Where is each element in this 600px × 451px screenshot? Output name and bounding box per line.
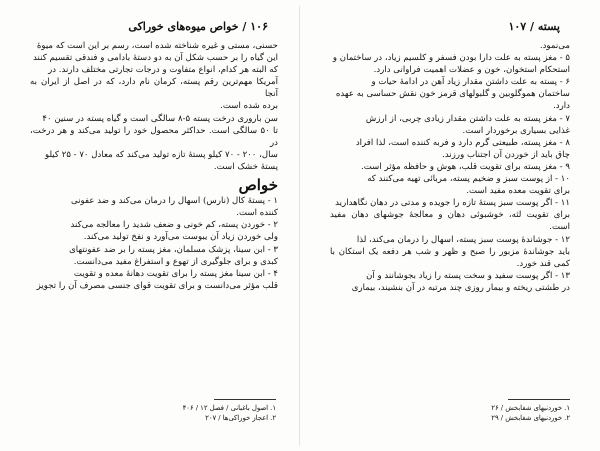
right-page-header: پسته / ۱۰۷: [508, 20, 560, 33]
paragraph-line: ۶ - پسته به علت داشتن مقدار زیاد آهن در ادامهٔ حیات و: [371, 77, 570, 88]
right-footnotes: [350, 404, 570, 423]
property-line: ۴ - ابن سینا مغز پسته را برای تقویت دهانهٔ معده و تقویت: [73, 268, 278, 279]
section-heading: خواص: [238, 176, 278, 195]
paragraph-line: پستهٔ خشک است.: [213, 161, 278, 172]
paragraph-line: که البته هر کدام، انواع متفاوت و درجات تجارتی مختلف دارند. در: [48, 65, 278, 76]
paragraph-line: ۸ - مغز پسته، طبیعتی گرم دارد و فربه کننده است، لذا افراد: [355, 137, 570, 148]
left-footnotes: [36, 404, 276, 423]
property-line: ۱ - پستهٔ کال (نارس) اسهال را درمان می‌کند و ضد عفونی: [71, 196, 278, 207]
paragraph-line: دارد.: [553, 101, 570, 112]
property-line: قلب مؤثر می‌دانست و برای تقویت قوای جنسی مصرف آن را تجویز: [36, 280, 278, 291]
paragraph-line: آمریکا مهم‌ترین رقم پسته، کرمان نام دارد، که در اصل از ایران به آنجا: [30, 77, 278, 100]
paragraph-line: استحکام استخوان، خون و عضلات اهمیت فراوانی دارد.: [373, 65, 570, 76]
footnote: ۲. اعجاز خوراکی‌ها / ۲۰۷: [205, 413, 276, 422]
paragraph-line: این گیاه را بر حسب شکل آن به دو دستهٔ بادامی و فندقی تقسیم کنند: [33, 53, 278, 64]
paragraph-line: برای تقویت معده مفید است.: [466, 186, 570, 197]
left-page-header: ۱۰۶ / خواص میوه‌های خوراکی: [128, 20, 268, 33]
footnote: ۱. اصول باغبانی / فصل ۱۲ / ۴۰۶: [182, 404, 276, 412]
paragraph-line: در طشتی ریخته و بیمار روزی چند مرتبه در آن بنشیند، بیماری: [351, 282, 570, 293]
paragraph-line: ساختمان هموگلوبین و گلبولهای قرمز خون نقش حساسی به عهده: [335, 89, 570, 100]
property-line: ۳ - ابن سینا، پزشک مسلمان، مغز پسته را بر ضد عفونتهای: [69, 244, 278, 255]
paragraph-line: حسنی، مستی و غیره شناخته شده است، رسم بر این است که میوهٔ: [36, 41, 278, 51]
right-page: [300, 0, 600, 451]
paragraph-line: ۱۱ - اگر پوست سبز پستهٔ تازه را جویده و مدتی در دهان نگاهدارید: [335, 198, 570, 209]
paragraph-line: غذایی بسیاری برخوردار است.: [462, 125, 570, 136]
paragraph-line: ۹ - مغز پسته برای تقویت قلب، هوش و حافظه مؤثر است.: [361, 161, 570, 172]
paragraph-line: برده شده است.: [220, 101, 278, 112]
property-line: کننده است.: [236, 208, 278, 219]
paragraph-line: سال، ۲۰۰ - ۷۰ کیلو پستهٔ تازه تولید می‌کند که معادل ۷۰ - ۲۵ کیلو: [45, 149, 278, 160]
paragraph-line: ۱۲ - جوشاندهٔ پوست سبز پسته، اسهال را درمان می‌کند، لذا: [356, 234, 570, 245]
paragraph-line: ۱۰ - از پوست سبز و ضخیم پسته، مربائی تهیه می‌کنند که: [367, 174, 570, 185]
footnote-divider: [214, 399, 276, 400]
property-line: کبدی و برای جلوگیری از تهوع و استفراغ مفید می‌دانست.: [73, 256, 278, 267]
paragraph-line: برای تقویت لثه، خوشبوئی دهان و معالجهٔ جوشهای دهان مفید است.: [330, 210, 570, 233]
paragraph-line: می‌نمود.: [539, 41, 570, 51]
paragraph-line: چاق باید از خوردن آن اجتناب ورزند.: [442, 149, 570, 160]
right-page-body: [330, 40, 570, 294]
paragraph-line: سن باروری درخت پسته ۵-۸ سالگی است و گیاه پسته در سنین ۴۰: [42, 113, 278, 124]
property-line: ۲ - خوردن پسته، کم خونی و ضعف شدید را معالجه می‌کند: [70, 220, 278, 231]
property-line: ولی خوردن زیاد آن یبوست می‌آورد و نفخ تولید می‌کند.: [83, 232, 278, 243]
paragraph-line: ۷ - مغز پسته به علت داشتن مقدار زیادی چربی، از ارزش: [365, 113, 570, 124]
paragraph-line: باید جوشاندهٔ مزبور را صبح و ظهر و شب هر دفعه یک استکان با کمی قند خورد.: [330, 246, 570, 269]
paragraph-line: تا ۵۰ سالگی است. حداکثر محصول خود را تولید می‌کند و هر درخت، در: [30, 125, 278, 148]
footnote-divider: [508, 399, 570, 400]
paragraph-line: ۵ - مغز پسته به علت دارا بودن فسفر و کلسیم زیاد، در ساختمان و: [332, 53, 570, 64]
left-page-body: [30, 40, 278, 292]
paragraph-line: ۱۳ - اگر پوست سفید و سخت پسته را زیاد بجوشانند و آن: [366, 270, 570, 281]
footnote: ۱. خوردنیهای شفابخش / ۲۶: [491, 404, 570, 412]
footnote: ۲. خوردنیهای شفابخش / ۲۹: [491, 413, 570, 422]
